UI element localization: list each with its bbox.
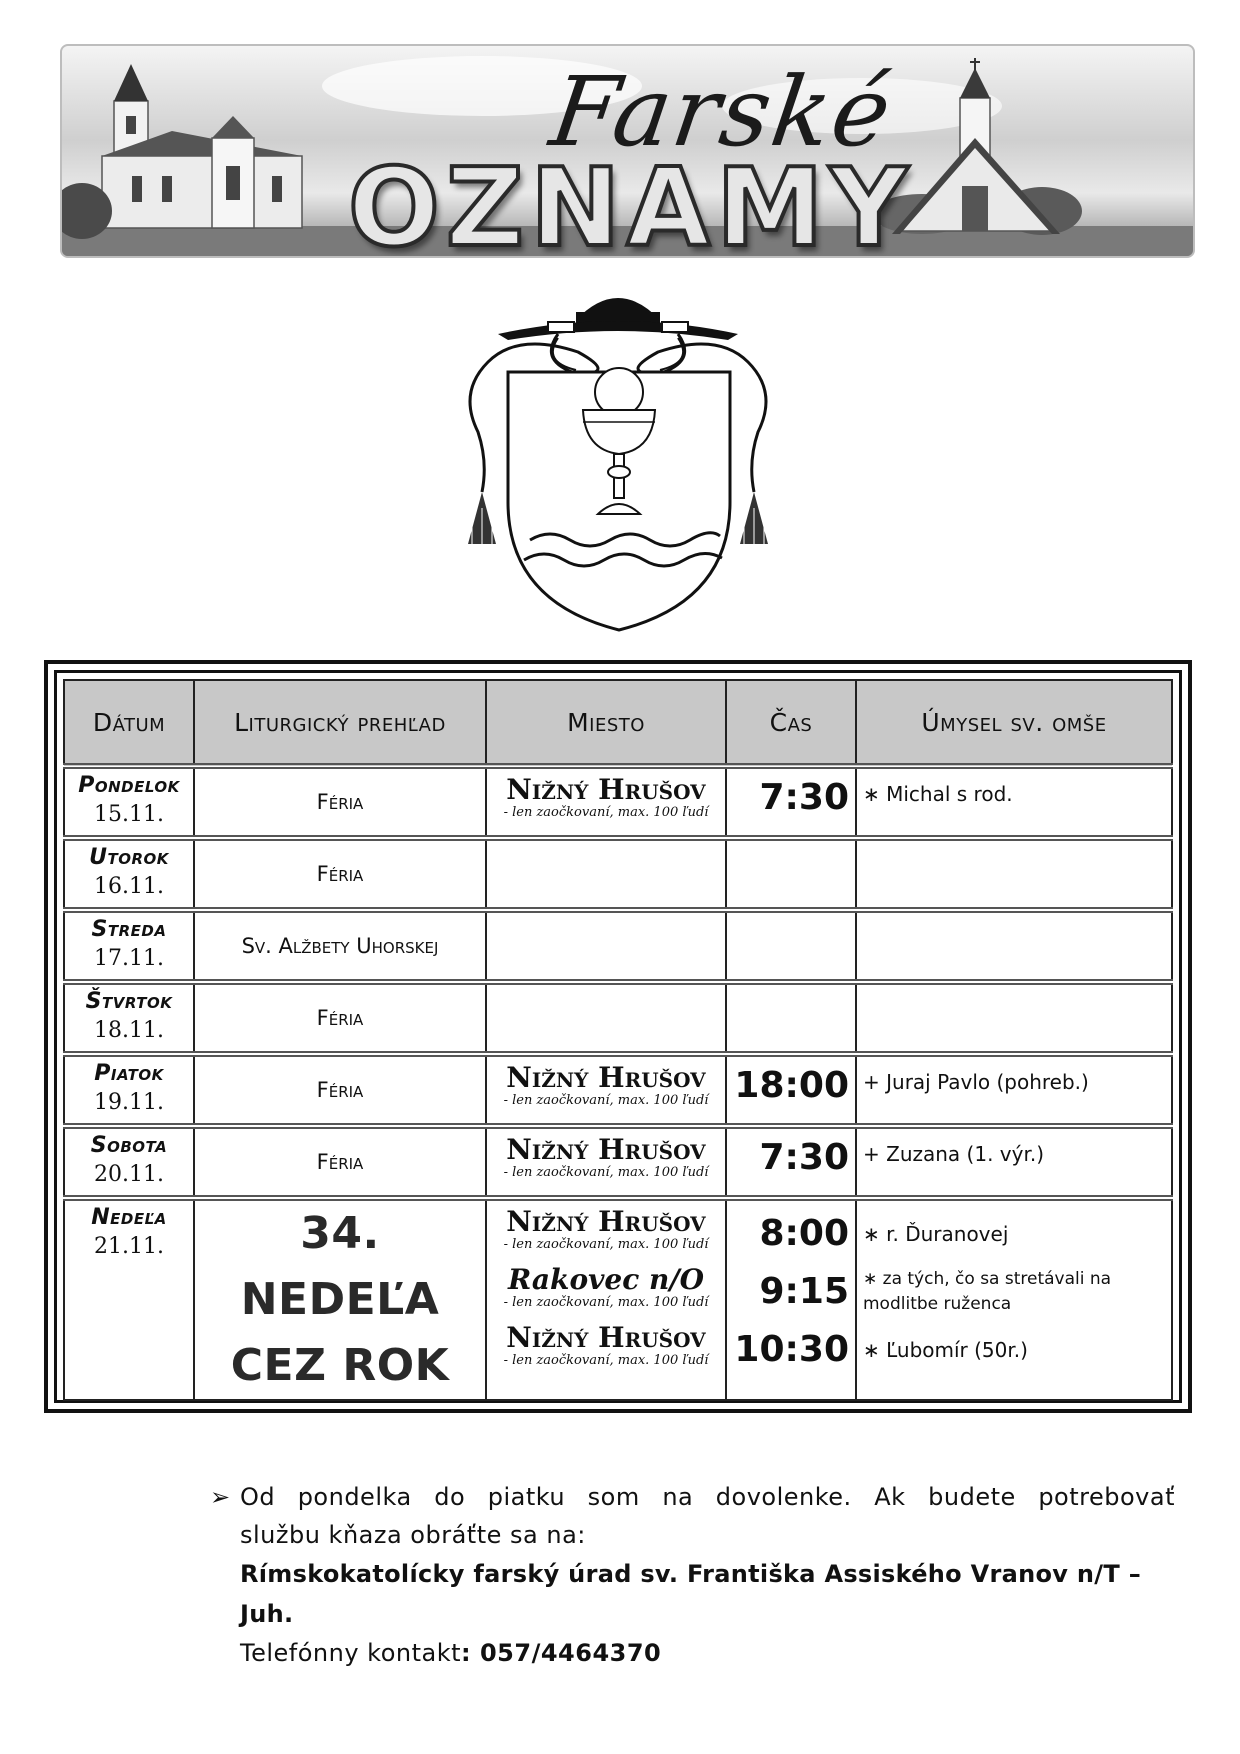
liturgy-cell bbox=[194, 766, 486, 838]
header-date: Dátum bbox=[64, 680, 194, 766]
table-row-thursday bbox=[64, 982, 1172, 1054]
mass-intention: + Juraj Pavlo (pohreb.) bbox=[863, 1070, 1089, 1094]
intention-cell bbox=[856, 910, 1172, 982]
mass-intention: ∗ za tých, čo sa stretávali na modlitbe ruženca bbox=[863, 1269, 1112, 1314]
table-row-sunday bbox=[64, 1198, 1172, 1400]
place-cell bbox=[486, 1126, 726, 1198]
vacation-notice bbox=[210, 1478, 1175, 1672]
header-place: Miesto bbox=[486, 680, 726, 766]
day-name: Utorok bbox=[89, 845, 169, 870]
contact-label: Telefónny kontakt bbox=[240, 1639, 462, 1667]
table-row-monday bbox=[64, 766, 1172, 838]
banner-title-main: OZNAMY bbox=[348, 146, 914, 258]
place-name: Nižný Hrušov bbox=[506, 1321, 706, 1354]
table-row-saturday bbox=[64, 1126, 1172, 1198]
place-cell bbox=[486, 982, 726, 1054]
day-name: Pondelok bbox=[78, 773, 180, 798]
date-cell bbox=[64, 1126, 194, 1198]
intention-cell bbox=[856, 766, 1172, 838]
time-cell bbox=[726, 1198, 856, 1400]
place-note: - len zaočkovaní, max. 100 ľudí bbox=[503, 1295, 709, 1310]
time-cell bbox=[726, 838, 856, 910]
date-cell bbox=[64, 1054, 194, 1126]
place-note: - len zaočkovaní, max. 100 ľudí bbox=[503, 805, 709, 820]
mass-time: 7:30 bbox=[759, 777, 849, 818]
liturgy-cell bbox=[194, 838, 486, 910]
mass-time: 8:00 bbox=[759, 1213, 849, 1254]
schedule-table-inner bbox=[54, 670, 1182, 1403]
date-cell bbox=[64, 1198, 194, 1400]
day-date: 19.11. bbox=[94, 1090, 164, 1115]
date-cell bbox=[64, 910, 194, 982]
place-block bbox=[487, 1207, 725, 1265]
place-cell bbox=[486, 1054, 726, 1126]
table-row-friday bbox=[64, 1054, 1172, 1126]
mass-time: 9:15 bbox=[759, 1271, 849, 1312]
intention-cell bbox=[856, 1198, 1172, 1400]
day-name: Streda bbox=[91, 917, 167, 942]
time-cell bbox=[726, 910, 856, 982]
place-name: Rakovec n/O bbox=[508, 1263, 704, 1296]
time-cell bbox=[726, 1054, 856, 1126]
time-cell bbox=[726, 1126, 856, 1198]
intention-block bbox=[863, 1321, 1171, 1379]
liturgy-text: Féria bbox=[316, 862, 364, 886]
time-cell bbox=[726, 766, 856, 838]
place-block bbox=[487, 1323, 725, 1381]
contact-separator: : bbox=[461, 1639, 480, 1667]
schedule-table-frame bbox=[44, 660, 1192, 1413]
place-note: - len zaočkovaní, max. 100 ľudí bbox=[503, 1093, 709, 1108]
place-block bbox=[487, 1265, 725, 1323]
place-name: Nižný Hrušov bbox=[506, 1205, 706, 1238]
day-name: Štvrtok bbox=[85, 989, 173, 1014]
liturgy-text: Féria bbox=[316, 1006, 364, 1030]
intention-cell bbox=[856, 838, 1172, 910]
arrow-bullet-icon: ➢ bbox=[210, 1483, 231, 1511]
coat-of-arms-emblem bbox=[458, 282, 778, 632]
day-name: Nedeľa bbox=[91, 1205, 167, 1230]
date-cell bbox=[64, 982, 194, 1054]
mass-time: 10:30 bbox=[734, 1329, 849, 1370]
notice-line-2: službu kňaza obráťte sa na: bbox=[240, 1521, 586, 1549]
liturgy-cell bbox=[194, 910, 486, 982]
parish-office-name: Rímskokatolícky farský úrad sv. Františka Assiského Vranov n/T – Juh. bbox=[240, 1560, 1141, 1628]
day-date: 20.11. bbox=[94, 1162, 164, 1187]
intention-block bbox=[863, 1263, 1171, 1321]
intention-cell bbox=[856, 1126, 1172, 1198]
header-liturgy: Liturgický prehľad bbox=[194, 680, 486, 766]
day-name: Piatok bbox=[94, 1061, 164, 1086]
mass-intention: + Zuzana (1. výr.) bbox=[863, 1142, 1044, 1166]
intention-block bbox=[863, 1205, 1171, 1263]
place-name: Nižný Hrušov bbox=[506, 1133, 706, 1166]
time-cell bbox=[726, 982, 856, 1054]
mass-time: 18:00 bbox=[734, 1065, 849, 1106]
notice-line-1: Od pondelka do piatku som na dovolenke. Ak budete potrebovať bbox=[240, 1483, 1175, 1511]
banner-title-script: Farské bbox=[544, 56, 900, 168]
place-cell bbox=[486, 910, 726, 982]
time-block bbox=[727, 1321, 849, 1379]
liturgy-cell bbox=[194, 1054, 486, 1126]
time-block bbox=[727, 1205, 849, 1263]
liturgy-sunday-line2: CEZ ROK bbox=[230, 1340, 450, 1391]
table-header-row bbox=[64, 680, 1172, 766]
mass-intention: ∗ Ľubomír (50r.) bbox=[863, 1338, 1028, 1362]
liturgy-text: Féria bbox=[316, 790, 364, 814]
day-date: 21.11. bbox=[94, 1234, 164, 1259]
table-row-tuesday bbox=[64, 838, 1172, 910]
liturgy-cell bbox=[194, 982, 486, 1054]
place-cell bbox=[486, 766, 726, 838]
liturgy-sunday-line1: 34. NEDEĽA bbox=[240, 1208, 440, 1325]
time-block bbox=[727, 1263, 849, 1321]
place-note: - len zaočkovaní, max. 100 ľudí bbox=[503, 1165, 709, 1180]
contact-line bbox=[240, 1634, 1175, 1672]
day-date: 15.11. bbox=[94, 802, 164, 827]
place-cell bbox=[486, 1198, 726, 1400]
place-name: Nižný Hrušov bbox=[506, 1061, 706, 1094]
intention-cell bbox=[856, 1054, 1172, 1126]
table-row-wednesday bbox=[64, 910, 1172, 982]
place-name: Nižný Hrušov bbox=[506, 773, 706, 806]
liturgy-text: Féria bbox=[316, 1078, 364, 1102]
liturgy-cell bbox=[194, 1126, 486, 1198]
header-intention: Úmysel sv. omše bbox=[856, 680, 1172, 766]
mass-intention: ∗ r. Ďuranovej bbox=[863, 1222, 1009, 1246]
header-banner bbox=[60, 44, 1195, 258]
date-cell bbox=[64, 766, 194, 838]
mass-schedule-table bbox=[63, 679, 1173, 1401]
date-cell bbox=[64, 838, 194, 910]
liturgy-text: Sv. Alžbety Uhorskej bbox=[241, 934, 439, 958]
day-date: 17.11. bbox=[94, 946, 164, 971]
liturgy-cell bbox=[194, 1198, 486, 1400]
intention-cell bbox=[856, 982, 1172, 1054]
phone-number: 057/4464370 bbox=[479, 1639, 662, 1667]
liturgy-text: Féria bbox=[316, 1150, 364, 1174]
place-note: - len zaočkovaní, max. 100 ľudí bbox=[503, 1353, 709, 1368]
day-date: 16.11. bbox=[94, 874, 164, 899]
mass-time: 7:30 bbox=[759, 1137, 849, 1178]
header-time: Čas bbox=[726, 680, 856, 766]
day-name: Sobota bbox=[90, 1133, 168, 1158]
place-note: - len zaočkovaní, max. 100 ľudí bbox=[503, 1237, 709, 1252]
day-date: 18.11. bbox=[94, 1018, 164, 1043]
place-cell bbox=[486, 838, 726, 910]
mass-intention: ∗ Michal s rod. bbox=[863, 782, 1013, 806]
